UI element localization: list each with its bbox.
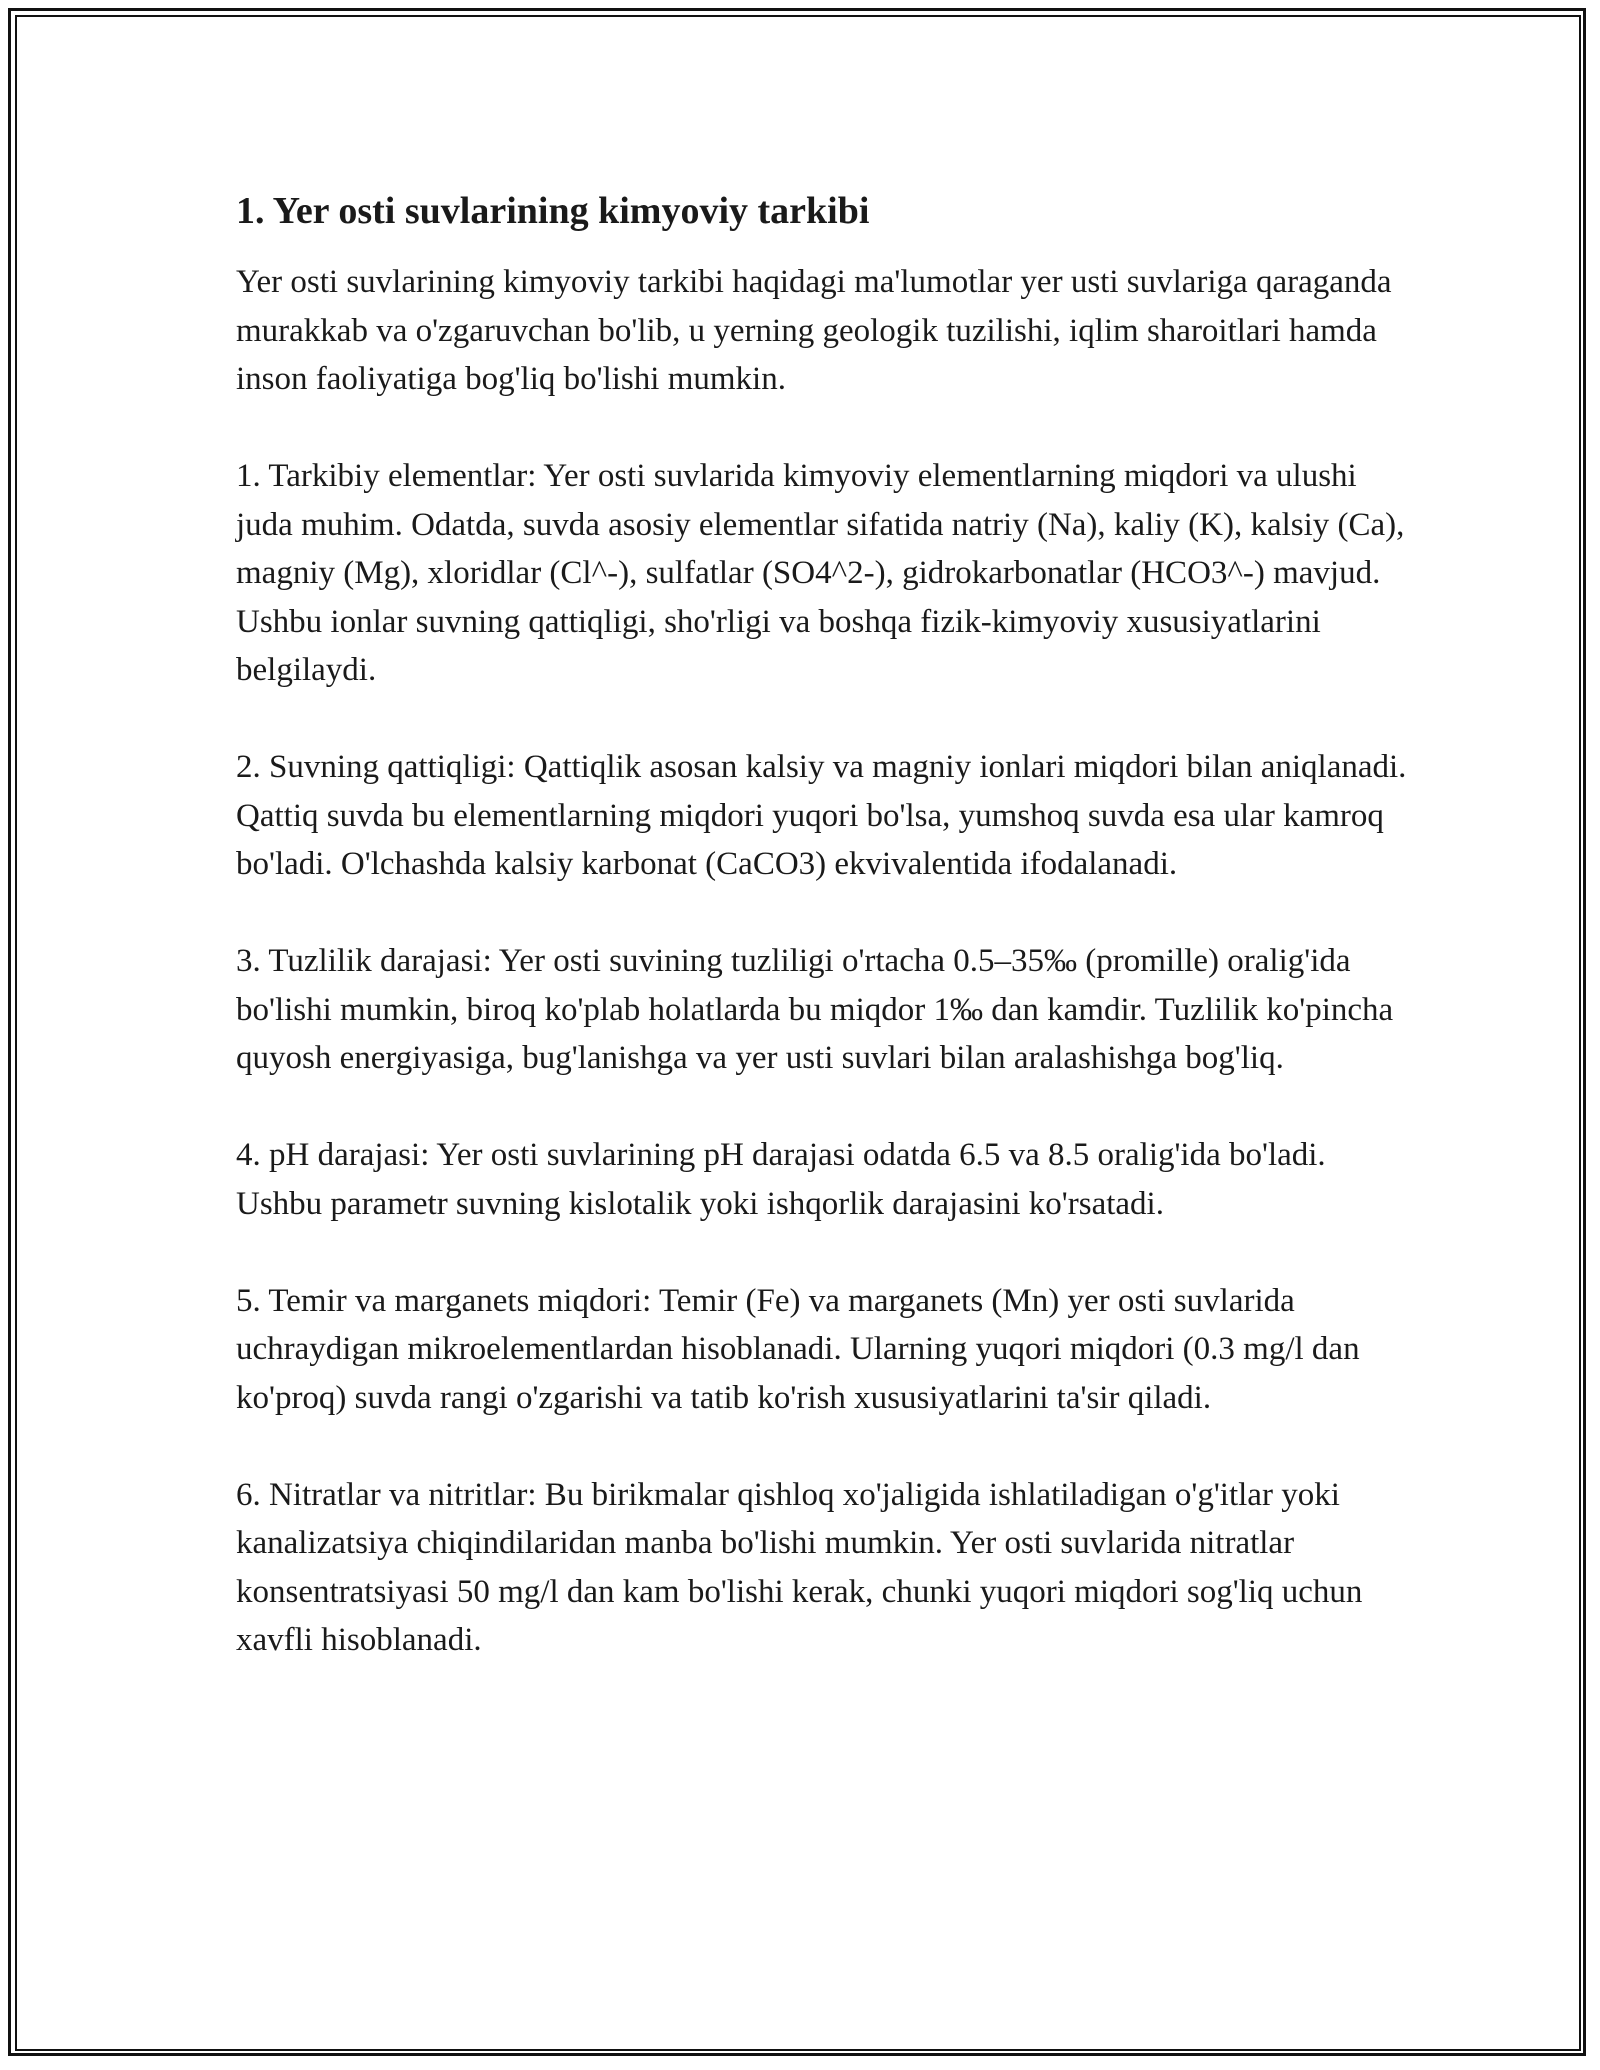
- paragraph-tuzlilik-darajasi: 3. Tuzlilik darajasi: Yer osti suvining tuzliligi o'rtacha 0.5–35‰ (promille) oralig'ida bo'lishi mumkin, biroq ko'plab holatlarda bu miqdor 1‰ dan kamdir. Tuzlilik ko'pincha quyosh energiyasiga, bug'lanishga va yer usti suvlari bilan aralashishga bog'liq.: [236, 943, 1394, 1076]
- document-body: [236, 186, 1416, 1713]
- paragraph-ph-darajasi: 4. pH darajasi: Yer osti suvlarining pH darajasi odatda 6.5 va 8.5 oralig'ida bo'ladi. Ushbu parametr suvning kislotalik yoki ishqorlik darajasini ko'rsatadi.: [236, 1137, 1326, 1222]
- paragraph-temir-marganets: 5. Temir va marganets miqdori: Temir (Fe) va marganets (Mn) yer osti suvlarida uchraydigan mikroelementlardan hisoblanadi. Ularning yuqori miqdori (0.3 mg/l dan ko'proq) suvda rangi o'zgarishi va tatib ko'rish xususiyatlarini ta'sir qiladi.: [236, 1282, 1360, 1416]
- intro-paragraph: Yer osti suvlarining kimyoviy tarkibi haqidagi ma'lumotlar yer usti suvlariga qaraganda murakkab va o'zgaruvchan bo'lib, u yerning geologik tuzilishi, iqlim sharoitlari hamda inson faoliyatiga bog'liq bo'lishi mumkin.: [236, 264, 1392, 397]
- paragraph-nitratlar-nitritlar: 6. Nitratlar va nitritlar: Bu birikmalar qishloq xo'jaligida ishlatiladigan o'g'itlar yoki kanalizatsiya chiqindilaridan manba bo'lishi mumkin. Yer osti suvlarida nitratlar konsentratsiyasi 50 mg/l dan kam bo'lishi kerak, chunki yuqori miqdori sog'liq uchun xavfli hisoblanadi.: [236, 1476, 1363, 1658]
- paragraph-tarkibiy-elementlar: 1. Tarkibiy elementlar: Yer osti suvlarida kimyoviy elementlarning miqdori va ulushi juda muhim. Odatda, suvda asosiy elementlar sifatida natriy (Na), kaliy (K), kalsiy (Ca), magniy (Mg), xloridlar (Cl^-), sulfatlar (SO4^2-), gidrokarbonatlar (HCO3^-) mavjud. Ushbu ionlar suvning qattiqligi, sho'rligi va boshqa fizik-kimyoviy xususiyatlarini belgilaydi.: [236, 458, 1405, 688]
- document-title: 1. Yer osti suvlarining kimyoviy tarkibi: [236, 190, 870, 232]
- paragraph-suvning-qattiqligi: 2. Suvning qattiqligi: Qattiqlik asosan kalsiy va magniy ionlari miqdori bilan aniqlanadi. Qattiq suvda bu elementlarning miqdori yuqori bo'lsa, yumshoq suvda esa ular kamroq bo'ladi. O'lchashda kalsiy karbonat (CaCO3) ekvivalentida ifodalanadi.: [236, 749, 1407, 882]
